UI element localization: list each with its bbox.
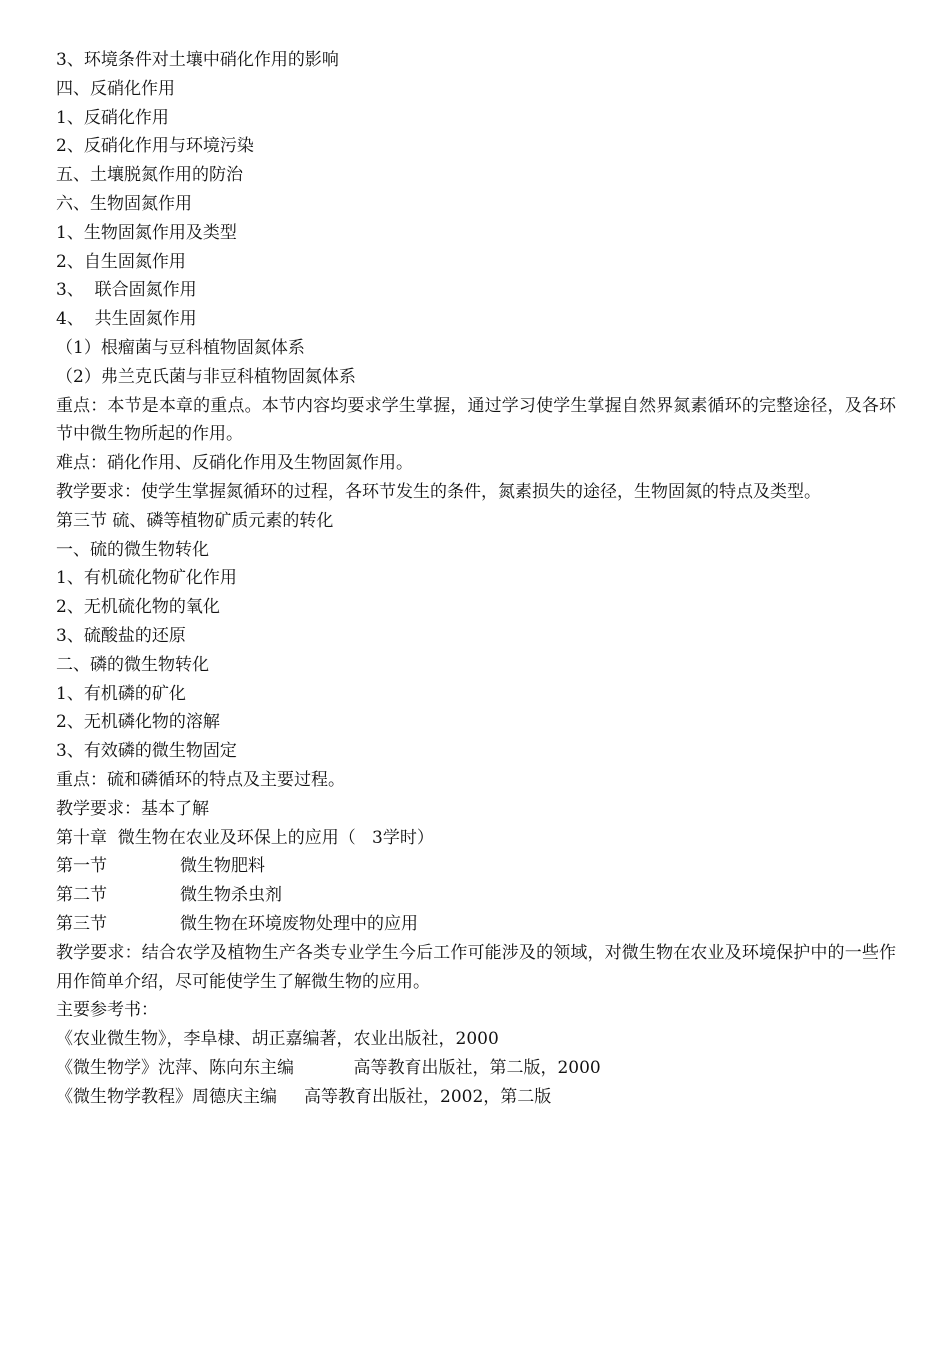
outline-line: 4、 共生固氮作用 (56, 309, 197, 330)
key-point-paragraph: 重点：本节是本章的重点。本节内容均要求学生掌握，通过学习使学生掌握自然界氮素循环的完整途径，及各环节中微生物所起的作用。 (56, 395, 896, 445)
key-point-line: 重点：硫和磷循环的特点及主要过程。 (56, 769, 345, 790)
difficulty-paragraph: 难点：硝化作用、反硝化作用及生物固氮作用。 (56, 453, 413, 474)
outline-line: 五、土壤脱氮作用的防治 (56, 165, 243, 186)
outline-line: 2、反硝化作用与环境污染 (56, 136, 254, 157)
references-heading: 主要参考书： (56, 1000, 158, 1021)
outline-line: 1、反硝化作用 (56, 107, 169, 128)
chapter-title: 第十章 微生物在农业及环保上的应用（ 3学时） (56, 827, 434, 848)
section-label: 第一节 (56, 856, 107, 877)
chapter-10 (56, 824, 896, 997)
section-name: 微生物杀虫剂 (180, 885, 282, 906)
chapter-section-row (56, 852, 896, 881)
section-label: 第二节 (56, 885, 107, 906)
outline-line: 1、有机磷的矿化 (56, 683, 186, 704)
outline-line: 1、生物固氮作用及类型 (56, 222, 237, 243)
outline-line: 2、无机磷化物的溶解 (56, 712, 220, 733)
section-label: 第三节 (56, 913, 107, 934)
outline-line: 3、有效磷的微生物固定 (56, 741, 237, 762)
outline-line: 1、有机硫化物矿化作用 (56, 568, 237, 589)
outline-line: （2）弗兰克氏菌与非豆科植物固氮体系 (56, 366, 356, 387)
outline-line: 二、磷的微生物转化 (56, 654, 209, 675)
chapter-section-row (56, 881, 896, 910)
document-page (56, 46, 896, 1111)
requirement-paragraph: 教学要求：结合农学及植物生产各类专业学生今后工作可能涉及的领域，对微生物在农业及环境保护中的一些作用作简单介绍，尽可能使学生了解微生物的应用。 (56, 942, 896, 992)
section3-outline (56, 507, 896, 824)
section-notes (56, 392, 896, 507)
outline-line: 2、自生固氮作用 (56, 251, 186, 272)
outline-line: 3、环境条件对土壤中硝化作用的影响 (56, 50, 339, 70)
outline-line: （1）根瘤菌与豆科植物固氮体系 (56, 337, 305, 358)
requirement-line: 教学要求：基本了解 (56, 798, 209, 819)
section-heading: 第三节 硫、磷等植物矿质元素的转化 (56, 510, 334, 531)
outline-line: 一、硫的微生物转化 (56, 539, 209, 560)
requirement-paragraph: 教学要求：使学生掌握氮循环的过程，各环节发生的条件，氮素损失的途径，生物固氮的特点及类型。 (56, 481, 821, 502)
reference-item: 《微生物学教程》周德庆主编 高等教育出版社，2002，第二版 (56, 1086, 552, 1107)
chapter-section-row (56, 910, 896, 939)
reference-item: 《农业微生物》，李阜棣、胡正嘉编著，农业出版社，2000 (56, 1029, 499, 1050)
outline-top (56, 46, 896, 392)
outline-line: 四、反硝化作用 (56, 78, 175, 99)
reference-item: 《微生物学》沈萍、陈向东主编 高等教育出版社，第二版，2000 (56, 1057, 601, 1078)
section-name: 微生物肥料 (180, 856, 265, 877)
outline-line: 3、 联合固氮作用 (56, 280, 197, 301)
outline-line: 3、硫酸盐的还原 (56, 625, 186, 646)
section-name: 微生物在环境废物处理中的应用 (180, 913, 418, 934)
references (56, 996, 896, 1111)
outline-line: 2、无机硫化物的氧化 (56, 597, 220, 618)
outline-line: 六、生物固氮作用 (56, 193, 192, 214)
